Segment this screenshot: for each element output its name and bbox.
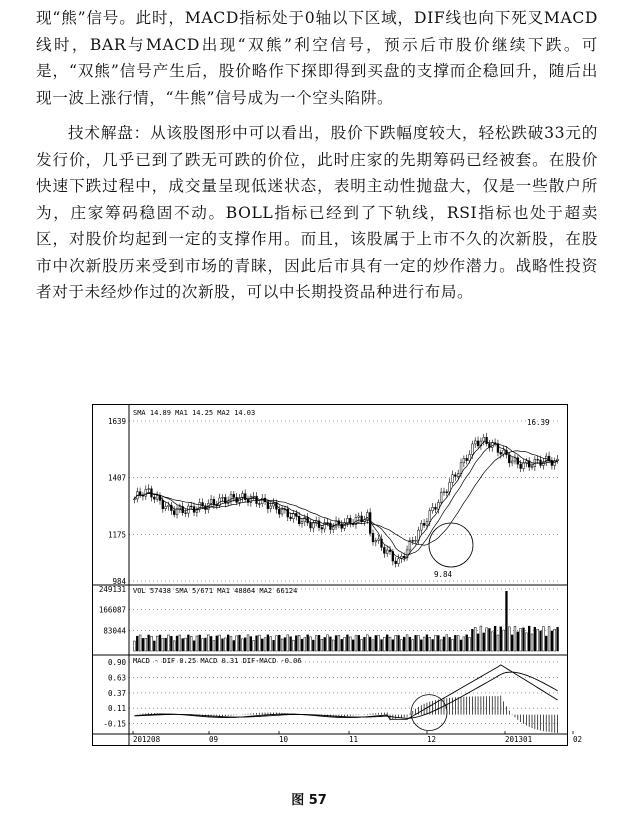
candle-body xyxy=(327,523,329,524)
volume-bar xyxy=(332,640,334,651)
high-price-label: 16.39 xyxy=(527,418,550,427)
volume-bar xyxy=(511,635,513,651)
volume-bar xyxy=(429,637,431,651)
volume-bar xyxy=(287,635,289,651)
candle-body xyxy=(310,523,312,528)
volume-bar xyxy=(412,640,414,651)
volume-bar xyxy=(497,635,499,651)
volume-bar xyxy=(162,638,164,651)
candle-body xyxy=(156,496,158,500)
dea-line xyxy=(134,672,557,718)
volume-bar xyxy=(193,641,195,651)
volume-bar xyxy=(264,638,266,651)
volume-bar xyxy=(196,636,198,651)
volume-bar xyxy=(463,637,465,651)
candle-body xyxy=(466,458,468,460)
candle-body xyxy=(415,540,417,541)
volume-bar xyxy=(545,636,547,651)
volume-bar xyxy=(327,635,329,651)
volume-bar xyxy=(236,636,238,651)
volume-bar xyxy=(392,640,394,651)
candle-body xyxy=(454,475,456,477)
volume-bar xyxy=(241,639,243,651)
candle-body xyxy=(332,527,334,529)
x-tick-label: 201301 xyxy=(505,735,533,744)
volume-bar xyxy=(520,628,522,651)
volume-bar xyxy=(525,633,527,651)
volume-bar xyxy=(205,638,207,651)
volume-bar xyxy=(304,638,306,651)
x-tick-label: 02 xyxy=(573,735,583,744)
volume-bar xyxy=(335,636,337,651)
volume-bar xyxy=(460,640,462,651)
candle-body xyxy=(293,513,295,518)
volume-bar xyxy=(207,635,209,651)
volume-bar xyxy=(409,637,411,651)
volume-bar xyxy=(222,639,224,651)
volume-bar xyxy=(253,640,255,651)
candle-body xyxy=(185,513,187,514)
candle-body xyxy=(435,507,437,509)
candle-body xyxy=(403,556,405,558)
volume-bar xyxy=(244,638,246,651)
volume-bar xyxy=(395,635,397,651)
volume-bar xyxy=(261,639,263,651)
candle-body xyxy=(378,539,380,540)
candle-body xyxy=(432,507,434,510)
price-y-tick: 1639 xyxy=(107,417,126,426)
candle-body xyxy=(440,492,442,502)
volume-bar xyxy=(224,638,226,651)
volume-bar xyxy=(329,637,331,651)
macd-y-tick: 0.90 xyxy=(107,657,126,667)
candle-body xyxy=(233,494,235,497)
volume-bar xyxy=(324,637,326,651)
volume-bar xyxy=(278,635,280,651)
candle-body xyxy=(443,492,445,493)
candle-body xyxy=(520,464,522,468)
volume-bar xyxy=(202,639,204,651)
candle-body xyxy=(469,454,471,460)
volume-bar xyxy=(176,636,178,651)
volume-bar xyxy=(219,635,221,651)
macd-y-tick: -0.15 xyxy=(103,719,126,729)
volume-bar xyxy=(179,635,181,651)
stock-chart-svg xyxy=(93,405,583,745)
volume-bar xyxy=(347,635,349,651)
candle-body xyxy=(210,499,212,503)
volume-bar xyxy=(503,630,505,651)
candle-body xyxy=(270,506,272,509)
candle-body xyxy=(358,516,360,517)
volume-bar xyxy=(403,637,405,651)
volume-bar xyxy=(185,638,187,651)
candle-body xyxy=(508,455,510,463)
macd-y-tick: 0.37 xyxy=(107,688,126,698)
candle-body xyxy=(139,492,141,495)
volume-bar xyxy=(375,635,377,651)
candle-body xyxy=(165,507,167,509)
volume-bar xyxy=(142,638,144,651)
volume-bar xyxy=(551,631,553,651)
x-tick-label: 201208 xyxy=(133,735,161,744)
volume-bar xyxy=(366,635,368,651)
volume-bar xyxy=(148,635,150,651)
volume-bar xyxy=(381,640,383,651)
volume-bar xyxy=(307,635,309,651)
candle-body xyxy=(173,511,175,515)
volume-bar xyxy=(230,637,232,651)
candle-body xyxy=(426,522,428,526)
volume-bar xyxy=(471,629,473,651)
candle-body xyxy=(301,522,303,524)
moving-average-line xyxy=(134,451,557,545)
volume-bar xyxy=(369,637,371,651)
volume-bar xyxy=(494,626,496,651)
volume-bar xyxy=(469,637,471,651)
volume-bar xyxy=(514,626,516,651)
volume-bar xyxy=(256,636,258,651)
volume-bar xyxy=(386,635,388,651)
candle-body xyxy=(148,489,150,490)
volume-bar xyxy=(250,637,252,651)
volume-bar xyxy=(258,635,260,651)
x-tick-label: 09 xyxy=(209,735,219,744)
volume-bar xyxy=(531,634,533,651)
volume-bar xyxy=(298,635,300,651)
volume-bar xyxy=(537,629,539,651)
candle-body xyxy=(347,518,349,522)
macd-y-tick: 0.11 xyxy=(107,704,126,714)
volume-bar xyxy=(134,641,136,651)
candle-body xyxy=(134,499,136,500)
volume-bar xyxy=(267,635,269,651)
candle-body xyxy=(372,533,374,541)
volume-bar xyxy=(378,635,380,651)
volume-bar xyxy=(364,637,366,651)
candle-body xyxy=(253,496,255,497)
paragraph-2: 技术解盘：从该股图形中可以看出，股价下跌幅度较大，轻松跌破33元的发行价，几乎已到了跌无可跌的价位，此时庄家的先期筹码已经被套。在股价快速下跌过程中，成交量呈现低迷状态，表明主动性抛盘大，仅是一些散户所为，庄家筹码稳固不动。BOLL指标已经到了下轨线，RSI指标也处于超卖区，对股价均起到一定的支撑作用。而且，该股属于上市不久的次新股，在股市中次新股历来受到市场的青睐，因此后市具有一定的炒作潜力。战略性投资者对于未经炒作过的次新股，可以中长期投资品种进行布局。 xyxy=(36,124,598,301)
volume-bar xyxy=(446,635,448,651)
volume-bar xyxy=(489,629,491,651)
volume-bar xyxy=(233,641,235,651)
volume-bar xyxy=(491,632,493,651)
candle-body xyxy=(290,517,292,519)
candle-body xyxy=(190,506,192,507)
volume-bar xyxy=(170,636,172,651)
candle-body xyxy=(383,547,385,553)
price-y-tick: 1175 xyxy=(107,530,126,540)
candle-body xyxy=(287,509,289,517)
candle-body xyxy=(523,463,525,469)
volume-y-tick: 166087 xyxy=(98,605,126,615)
volume-bar xyxy=(477,634,479,651)
candle-body xyxy=(429,511,431,522)
volume-bar xyxy=(210,636,212,651)
volume-bar xyxy=(437,636,439,651)
volume-bar xyxy=(480,626,482,651)
volume-bar xyxy=(389,637,391,651)
volume-bar xyxy=(349,637,351,651)
candle-body xyxy=(224,497,226,503)
volume-bar xyxy=(301,639,303,651)
volume-bar xyxy=(151,636,153,651)
volume-bar xyxy=(321,639,323,651)
candle-body xyxy=(423,523,425,525)
volume-bar xyxy=(548,626,550,651)
volume-bar xyxy=(355,636,357,651)
x-tick-label: 10 xyxy=(279,735,289,744)
volume-bar xyxy=(415,635,417,651)
volume-bar xyxy=(517,632,519,651)
candle-body xyxy=(537,459,539,460)
volume-bar xyxy=(466,635,468,651)
volume-bar xyxy=(216,636,218,651)
candle-body xyxy=(463,458,465,462)
candle-body xyxy=(446,492,448,493)
moving-average-line xyxy=(134,444,557,555)
volume-bar xyxy=(187,635,189,651)
candle-body xyxy=(281,509,283,514)
volume-bar xyxy=(500,627,502,651)
candle-body xyxy=(213,499,215,504)
candle-body xyxy=(222,497,224,498)
volume-bar xyxy=(344,637,346,651)
candle-body xyxy=(386,550,388,553)
volume-bar xyxy=(406,635,408,651)
volume-bar xyxy=(449,637,451,651)
volume-bar xyxy=(542,626,544,651)
volume-bar xyxy=(312,640,314,651)
volume-bar xyxy=(239,635,241,651)
volume-bar xyxy=(165,638,167,651)
moving-average-line xyxy=(134,442,557,560)
volume-bar xyxy=(284,638,286,651)
volume-bar xyxy=(276,636,278,651)
volume-bar xyxy=(281,639,283,651)
candle-body xyxy=(258,504,260,505)
volume-bar xyxy=(361,639,363,651)
candle-body xyxy=(500,452,502,454)
volume-bar xyxy=(398,635,400,651)
candle-body xyxy=(511,461,513,463)
figure-caption: 图 57 xyxy=(291,793,327,808)
volume-bar xyxy=(159,635,161,651)
volume-bar xyxy=(182,639,184,651)
price-panel-title: SMA 14.89 MA1 14.25 MA2 14.03 xyxy=(133,409,256,417)
volume-bar xyxy=(452,639,454,651)
candle-body xyxy=(179,506,181,508)
volume-bar xyxy=(270,637,272,651)
volume-bar xyxy=(554,629,556,651)
candle-body xyxy=(153,497,155,499)
volume-bar xyxy=(534,627,536,651)
candle-body xyxy=(477,441,479,446)
volume-bar xyxy=(528,626,530,651)
candle-body xyxy=(420,523,422,530)
candle-body xyxy=(176,509,178,515)
candle-body xyxy=(398,559,400,564)
candle-body xyxy=(503,450,505,454)
stock-chart-figure xyxy=(92,404,583,746)
candle-body xyxy=(162,500,164,508)
volume-bar xyxy=(199,635,201,651)
volume-bar xyxy=(557,627,559,651)
highlight-circle xyxy=(429,523,473,567)
volume-bar xyxy=(506,591,508,651)
volume-bar xyxy=(420,640,422,651)
volume-bar xyxy=(341,639,343,651)
volume-bar xyxy=(290,637,292,651)
volume-bar xyxy=(483,633,485,651)
candle-body xyxy=(540,460,542,465)
volume-bar xyxy=(173,641,175,651)
volume-bar xyxy=(315,636,317,651)
low-price-label: 9.84 xyxy=(434,570,453,579)
volume-bar xyxy=(440,640,442,651)
price-y-tick: 1407 xyxy=(107,473,126,483)
candle-body xyxy=(230,494,232,501)
volume-bar xyxy=(486,628,488,651)
candle-body xyxy=(349,518,351,523)
dif-line xyxy=(134,665,557,719)
volume-bar xyxy=(432,639,434,651)
x-tick-label: 12 xyxy=(427,735,437,744)
volume-panel-title: VOL 57438 SMA 5/671 MA1 48864 MA2 66124 xyxy=(133,587,298,595)
candle-body xyxy=(145,489,147,496)
macd-y-tick: 0.63 xyxy=(107,673,126,683)
volume-bar xyxy=(310,637,312,651)
volume-bar xyxy=(508,627,510,651)
volume-bar xyxy=(145,638,147,651)
candle-body xyxy=(460,463,462,474)
candle-body xyxy=(412,540,414,541)
volume-bar xyxy=(443,637,445,651)
volume-bar xyxy=(338,635,340,651)
volume-bar xyxy=(227,635,229,651)
volume-bar xyxy=(136,636,138,651)
volume-bar xyxy=(247,635,249,651)
volume-y-tick: 249131 xyxy=(98,585,126,594)
candle-body xyxy=(531,467,533,468)
volume-bar xyxy=(372,640,374,651)
candle-body xyxy=(389,550,391,552)
volume-bar xyxy=(273,640,275,651)
volume-bar xyxy=(540,631,542,651)
volume-bar xyxy=(400,640,402,651)
candle-body xyxy=(321,528,323,529)
volume-bar xyxy=(156,636,158,651)
volume-bar xyxy=(352,640,354,651)
price-y-tick: 984 xyxy=(112,577,126,586)
candle-body xyxy=(312,523,314,528)
volume-bar xyxy=(358,635,360,651)
paragraph-1: 现“熊”信号。此时，MACD指标处于0轴以下区域，DIF线也向下死叉MACD线时，BAR与MACD出现“双熊”利空信号，预示后市股价继续下跌。可是，“双熊”信号产生后，股价略作下探即得到买盘的支撑而企稳回升，随后出现一波上涨行情，“牛熊”信号成为一个空头陷阱。 xyxy=(36,9,598,107)
volume-bar xyxy=(168,635,170,651)
volume-bar xyxy=(295,636,297,651)
macd-panel-title: MACD - DIF 0.25 MACD 0.31 DIF-MACD -0.06 xyxy=(133,657,302,665)
volume-bar xyxy=(139,635,141,651)
candle-body xyxy=(452,475,454,483)
volume-bar xyxy=(426,635,428,651)
volume-bar xyxy=(523,628,525,651)
volume-bar xyxy=(423,637,425,651)
volume-bar xyxy=(153,641,155,651)
candle-body xyxy=(335,521,337,527)
x-tick-label: 11 xyxy=(349,735,359,744)
volume-bar xyxy=(318,635,320,651)
candle-body xyxy=(486,437,488,443)
volume-bar xyxy=(293,640,295,651)
volume-bar xyxy=(457,636,459,651)
candle-body xyxy=(375,541,377,542)
volume-bar xyxy=(454,635,456,651)
volume-bar xyxy=(418,635,420,651)
candle-body xyxy=(471,444,473,455)
volume-bar xyxy=(383,637,385,651)
volume-bar xyxy=(190,636,192,651)
volume-bar xyxy=(474,627,476,651)
candle-body xyxy=(395,561,397,564)
volume-y-tick: 83044 xyxy=(103,626,126,636)
candle-body xyxy=(278,509,280,514)
candle-body xyxy=(304,517,306,521)
candle-body xyxy=(474,441,476,444)
volume-bar xyxy=(435,635,437,651)
volume-bar xyxy=(213,641,215,651)
candle-body xyxy=(168,505,170,506)
candle-body xyxy=(457,474,459,477)
candle-body xyxy=(483,437,485,441)
